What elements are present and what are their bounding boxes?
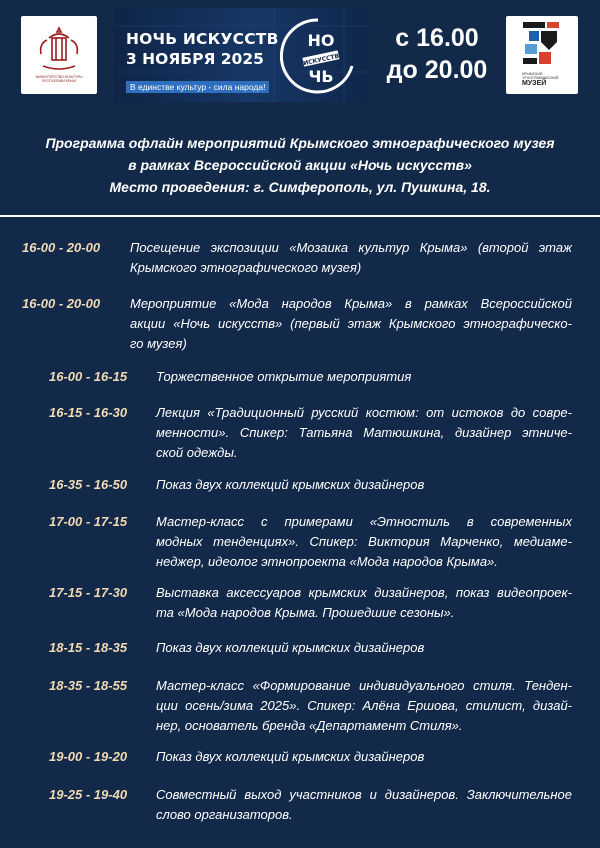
description-line: Совместный выход участников и дизайнеров. Заключительное (156, 787, 572, 802)
description-line: неджер, идеолог этнопроекта «Мода народов Крыма». (156, 554, 498, 569)
museum-emblem-icon (521, 20, 561, 70)
schedule-description (156, 512, 572, 572)
ministry-logo (21, 16, 97, 94)
museum-subtitle-line2: ЭТНОГРАФИЧЕСКИЙ (522, 76, 559, 80)
description-line: Показ двух коллекций крымских дизайнеров (156, 640, 425, 655)
banner-slogan: В единстве культур - сила народа! (126, 81, 269, 93)
time-to: до 20.00 (386, 56, 488, 84)
description-line: го музея) (130, 336, 187, 351)
schedule-time: 18-15 - 18-35 (49, 640, 128, 655)
event-time (372, 22, 502, 86)
description-line: модных тенденциях». Спикер: Виктория Марченко, медиаме- (156, 534, 572, 549)
description-line: акции «Ночь искусств» (первый этаж Крымского этнографическо- (130, 316, 572, 331)
description-line: Показ двух коллекций крымских дизайнеров (156, 749, 425, 764)
night-of-arts-emblem-icon (278, 14, 364, 96)
schedule-time: 16-00 - 16-15 (49, 369, 128, 384)
museum-logo-subtitle (522, 72, 559, 80)
description-line: та «Мода народов Крыма. Прошедшие сезоны». (156, 605, 455, 620)
ministry-logo-caption: МИНИСТЕРСТВО КУЛЬТУРЫ РЕСПУБЛИКИ КРЫМ (35, 75, 83, 83)
time-from: с 16.00 (395, 24, 479, 52)
ministry-emblem-icon (37, 24, 81, 74)
description-line: Мастер-класс «Формирование индивидуального стиля. Тенден- (156, 678, 572, 693)
emblem-text-bottom: ЧЬ (308, 67, 334, 86)
schedule-time: 18-35 - 18-55 (49, 678, 128, 693)
schedule-description (156, 747, 572, 767)
intro-line-2: в рамках Всероссийской акции «Ночь искусств» (128, 157, 472, 173)
description-line: Крымского этнографического музея) (130, 260, 362, 275)
program-intro (0, 132, 600, 198)
schedule-description (130, 238, 572, 278)
schedule-description (156, 403, 572, 463)
schedule-description (156, 583, 572, 623)
schedule-time: 16-00 - 20-00 (22, 240, 101, 255)
schedule-description (156, 785, 572, 825)
event-banner (114, 8, 370, 102)
description-line: Лекция «Традиционный русский костюм: от истоков до совре- (156, 405, 572, 420)
schedule-description (156, 676, 572, 736)
description-line: Торжественное открытие мероприятия (156, 369, 412, 384)
description-line: слово организаторов. (156, 807, 293, 822)
emblem-text-mid: ИСКУССТВ (302, 52, 340, 68)
description-line: ской одежды. (156, 445, 238, 460)
museum-logo (506, 16, 578, 94)
museum-subtitle-line1: КРЫМСКИЙ (522, 72, 543, 76)
description-line: Выставка аксессуаров крымских дизайнеров, показ видеопроек- (156, 585, 572, 600)
description-line: Мероприятие «Мода народов Крыма» в рамках Всероссийской (130, 296, 572, 311)
description-line: Мастер-класс с примерами «Этностиль в современных (156, 514, 572, 529)
banner-date: 3 НОЯБРЯ 2025 (126, 50, 264, 68)
schedule-time: 16-00 - 20-00 (22, 296, 101, 311)
schedule-time: 17-15 - 17-30 (49, 585, 128, 600)
museum-logo-title: МУЗЕЙ (522, 80, 547, 87)
description-line: Посещение экспозиции «Мозаика культур Крыма» (второй этаж (130, 240, 572, 255)
schedule-time: 16-35 - 16-50 (49, 477, 128, 492)
schedule-time: 17-00 - 17-15 (49, 514, 128, 529)
schedule-time: 19-25 - 19-40 (49, 787, 128, 802)
schedule-time: 19-00 - 19-20 (49, 749, 128, 764)
banner-title: НОЧЬ ИСКУССТВ (126, 30, 279, 48)
intro-line-3: Место проведения: г. Симферополь, ул. Пушкина, 18. (109, 179, 491, 195)
header (0, 0, 600, 110)
description-line: ции осень/зима 2025». Спикер: Алёна Ершова, стилист, дизай- (156, 698, 572, 713)
emblem-text-top: НО (307, 31, 335, 50)
schedule-description (130, 294, 572, 354)
schedule-description (156, 638, 572, 658)
description-line: Показ двух коллекций крымских дизайнеров (156, 477, 425, 492)
header-divider (0, 215, 600, 217)
schedule-description (156, 367, 572, 387)
schedule-description (156, 475, 572, 495)
schedule-time: 16-15 - 16-30 (49, 405, 128, 420)
intro-line-1: Программа офлайн мероприятий Крымского этнографического музея (45, 135, 555, 151)
description-line: нер, основатель бренда «Департамент Стиля». (156, 718, 463, 733)
description-line: менности». Спикер: Татьяна Матюшкина, дизайнер этниче- (156, 425, 572, 440)
